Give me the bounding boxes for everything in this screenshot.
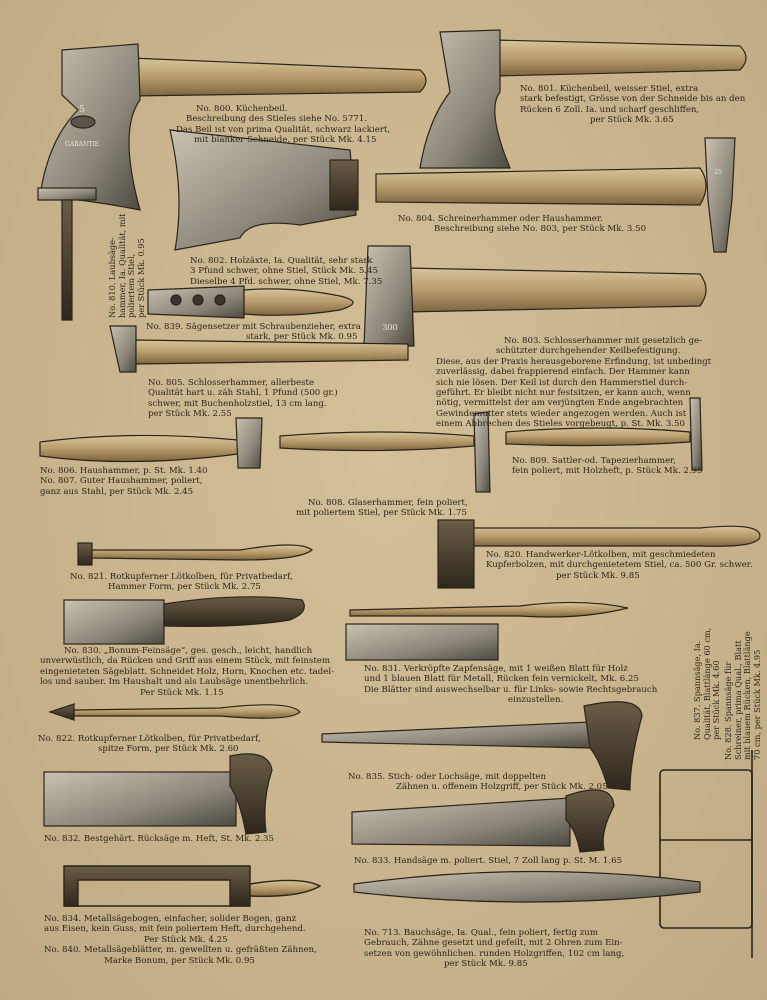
caption-822: No. 822. Rotkupferner Lötkolben, für Privatbedarf, spitze Form, per Stück Mk. 2.60 [38, 734, 261, 755]
hammer-803-illustration [364, 246, 706, 346]
caption-821: No. 821. Rotkupferner Lötkolben, für Privatbedarf, Hammer Form, per Stück Mk. 2.75 [70, 572, 293, 593]
saw-setter-839-illustration [148, 286, 353, 318]
caption-803: No. 803. Schlosserhammer mit gesetzlich ge- schützter durchgehender Keilbefestigung. Diese, aus der Praxis herausgeborene Erfindung, ist unbedingt zuverlässig, dabei frappierend einfach. Der Hammer kann sich nie lösen. Der Keil ist durch den Hammerstiel durch- geführt. Er bleibt nicht nur festsitzen, er kann auch, wenn nötig, vermittelst der am verjüngten Ende angebrachten Gewindemutter stets wieder angezogen werden. Auch ist einem Abbrechen des Stieles vorgebeugt, p. St. Mk. 3.50 [436, 336, 712, 430]
caption-839: No. 839. Sägensetzer mit Schraubenzieher, extra stark, per Stück Mk. 0.95 [146, 322, 361, 343]
caption-809: No. 809. Sattler-od. Tapezierhammer, fein poliert, mit Holzheft, p. Stück Mk. 2.95 [512, 456, 703, 477]
caption-837: No. 837. Spannsäge, Ia. Qualität, Blattlänge 60 cm, per Stück Mk. 4.60 [692, 627, 722, 740]
caption-833: No. 833. Handsäge m. poliert. Stiel, 7 Zoll lang p. St. M. 1.65 [354, 856, 623, 866]
caption-820: No. 820. Handwerker-Lötkolben, mit geschmiedeten Kupferbolzen, mit durchgenietetem Stiel, ca. 500 Gr. schwer. per Stück Mk. 9.85 [486, 550, 753, 581]
svg-text:GARANTIE: GARANTIE [65, 141, 99, 148]
caption-834: No. 834. Metallsägebogen, einfacher, solider Bogen, ganz aus Eisen, kein Guss, mit fein poliertem Heft, durchgehend. Per Stück Mk. 4.25 No. 840. Metallsägeblätter, m. gewellten u. gefräßten Zähnen, Marke Bonum, per Stück Mk. 0.95 [44, 914, 317, 966]
axe-head-802-illustration [170, 130, 358, 250]
svg-text:5: 5 [79, 105, 85, 115]
caption-835: No. 835. Stich- oder Lochsäge, mit doppelten Zähnen u. offenem Holzgriff, per Stück Mk. 2.05 [348, 772, 608, 793]
caption-831: No. 831. Verkröpfte Zapfensäge, mit 1 weißen Blatt für Holz und 1 blauen Blatt für Metall, Rücken fein vernickelt, Mk. 6.25 Die Blätter sind auswechselbar u. für Links- sowie Rechtsgebrauch einzustellen. [364, 664, 658, 706]
caption-808: No. 808. Glaserhammer, fein poliert, mit poliertem Stiel, per Stück Mk. 1.75 [296, 498, 468, 519]
caption-800: No. 800. Küchenbeil. Beschreibung des Stieles siehe No. 5771. Das Beil ist von prima Qualität, schwarz lackiert, mit blanker Schneide, per Stück Mk. 4.15 [176, 104, 391, 146]
caption-828: No. 828. Spannsäge für Schreiner, prima Qual., Blatt mit blauem Rücken, Blattlänge 70 cm, per Stück Mk. 4.95 [723, 631, 762, 760]
caption-830: No. 830. „Bonum-Feinsäge“, ges. gesch., leicht, handlich unverwüstlich, da Rücken und Griff aus einem Stück, mit feinstem eingenieteten Sägeblatt. Schneidet Holz, Horn, Knochen etc. tadel- los und sauber. Im Haushalt und als Laubsäge unentbehrlich. Per Stück Mk. 1.15 [40, 646, 335, 698]
caption-806: No. 806. Haushammer, p. St. Mk. 1.40 No. 807. Guter Haushammer, poliert, ganz aus Stahl, per Stück Mk. 2.45 [40, 466, 208, 497]
svg-text:300: 300 [382, 323, 398, 332]
svg-text:25: 25 [714, 169, 722, 176]
caption-805: No. 805. Schlosserhammer, allerbeste Qualität hart u. zäh Stahl, 1 Pfund (500 gr.) schwer, mit Buchenholzstiel, 13 cm lang. per Stück Mk. 2.55 [148, 378, 338, 420]
hammer-806-illustration [40, 418, 262, 468]
hammer-810-illustration [38, 188, 96, 320]
caption-832: No. 832. Bestgehärt. Rücksäge m. Heft, St. Mk. 2.35 [44, 834, 274, 844]
saw-832-illustration [44, 754, 272, 834]
caption-802: No. 802. Holzäxte, Ia. Qualität, sehr stark 3 Pfund schwer, ohne Stiel, Stück Mk. 5.45 Dieselbe 4 Pfd. schwer, ohne Stiel, Mk. 7.35 [190, 256, 383, 287]
caption-801: No. 801. Küchenbeil, weisser Stiel, extra stark befestigt, Grösse von der Schneide bis an den Rücken 6 Zoll. Ia. und scharf geschliffen, per Stück Mk. 3.65 [520, 84, 746, 126]
saw-831-illustration [346, 602, 628, 660]
soldering-iron-822-illustration [50, 704, 300, 720]
bow-saw-837-illustration [660, 750, 752, 958]
saw-713-illustration [354, 871, 700, 902]
saw-833-illustration [352, 790, 614, 852]
hacksaw-834-illustration [64, 866, 320, 906]
caption-804: No. 804. Schreinerhammer oder Haushammer. Beschreibung siehe No. 803, per Stück Mk. 3.50 [398, 214, 647, 235]
caption-713: No. 713. Bauchsäge, Ia. Qual., fein poliert, fertig zum Gebrauch, Zähne gesetzt und gefeilt, mit 2 Ohren zum Ein- setzen von gewöhnlichen. runden Holzgriffen, 102 cm lang, per Stück Mk. 9.85 [364, 928, 625, 970]
saw-830-illustration [64, 597, 304, 644]
soldering-iron-821-illustration [78, 543, 312, 565]
caption-810: No. 810. Laubsäge- hammer, Ia. Qualität, mit poliertem Stiel, per Stück Mk. 0.95 [107, 213, 146, 318]
